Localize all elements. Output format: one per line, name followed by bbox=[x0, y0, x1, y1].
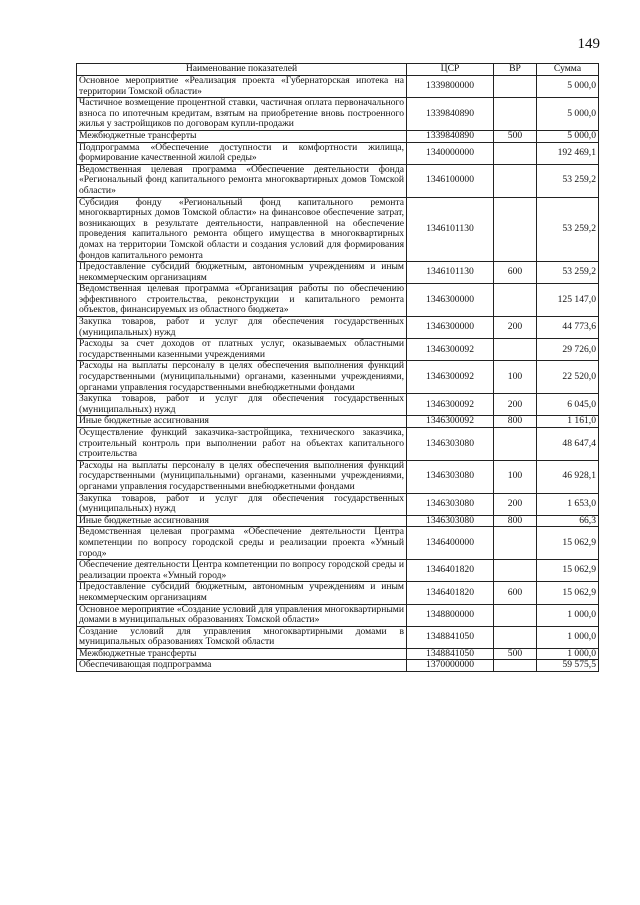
header-sum: Сумма bbox=[537, 64, 599, 76]
table-row bbox=[77, 76, 599, 98]
row-vr-cell: 200 bbox=[494, 317, 537, 339]
row-name-cell: Основное мероприятие «Создание условий для управления многоквартирными домами в муниципальных образованиях Томской области» bbox=[77, 604, 407, 626]
row-vr-cell: 500 bbox=[494, 648, 537, 660]
budget-table bbox=[76, 63, 599, 672]
row-vr-cell bbox=[494, 527, 537, 560]
row-vr-cell bbox=[494, 428, 537, 461]
row-vr-cell bbox=[494, 76, 537, 98]
row-name-cell: Расходы на выплаты персоналу в целях обеспечения выполнения функций государственными (муниципальными) органами, казенными учреждениями, органами управления государственными внебюджетными фондами bbox=[77, 460, 407, 493]
row-vr-cell: 800 bbox=[494, 416, 537, 428]
row-name-cell: Создание условий для управления многоквартирными домами в муниципальных образованиях Томской области bbox=[77, 626, 407, 648]
row-name-cell: Расходы за счет доходов от платных услуг, оказываемых областными государственными казенными учреждениями bbox=[77, 339, 407, 361]
page-number: 149 bbox=[577, 36, 600, 52]
row-vr-cell: 100 bbox=[494, 361, 537, 394]
row-csr-cell: 1339840890 bbox=[407, 130, 494, 142]
row-csr-cell: 1348841050 bbox=[407, 648, 494, 660]
row-csr-cell: 1339840890 bbox=[407, 98, 494, 131]
row-vr-cell bbox=[494, 339, 537, 361]
row-csr-cell: 1348800000 bbox=[407, 604, 494, 626]
table-row bbox=[77, 582, 599, 604]
row-sum-cell: 1 161,0 bbox=[537, 416, 599, 428]
row-vr-cell bbox=[494, 660, 537, 672]
row-name-cell: Иные бюджетные ассигнования bbox=[77, 515, 407, 527]
row-csr-cell: 1346303080 bbox=[407, 515, 494, 527]
row-csr-cell: 1348841050 bbox=[407, 626, 494, 648]
row-sum-cell: 1 000,0 bbox=[537, 648, 599, 660]
row-sum-cell: 66,3 bbox=[537, 515, 599, 527]
table-row bbox=[77, 142, 599, 164]
table-row bbox=[77, 604, 599, 626]
row-name-cell: Предоставление субсидий бюджетным, автономным учреждениям и иным некоммерческим организациям bbox=[77, 582, 407, 604]
row-sum-cell: 53 259,2 bbox=[537, 197, 599, 262]
row-vr-cell bbox=[494, 142, 537, 164]
table-row bbox=[77, 361, 599, 394]
row-csr-cell: 1346400000 bbox=[407, 527, 494, 560]
table-row bbox=[77, 527, 599, 560]
table-row bbox=[77, 660, 599, 672]
row-sum-cell: 46 928,1 bbox=[537, 460, 599, 493]
row-name-cell: Предоставление субсидий бюджетным, автономным учреждениям и иным некоммерческим организациям bbox=[77, 262, 407, 284]
row-sum-cell: 29 726,0 bbox=[537, 339, 599, 361]
row-vr-cell: 800 bbox=[494, 515, 537, 527]
row-vr-cell bbox=[494, 284, 537, 317]
row-csr-cell: 1346300000 bbox=[407, 284, 494, 317]
row-csr-cell: 1346300092 bbox=[407, 339, 494, 361]
row-sum-cell: 15 062,9 bbox=[537, 582, 599, 604]
row-vr-cell: 600 bbox=[494, 582, 537, 604]
header-vr: ВР bbox=[494, 64, 537, 76]
row-sum-cell: 5 000,0 bbox=[537, 76, 599, 98]
row-name-cell: Обеспечивающая подпрограмма bbox=[77, 660, 407, 672]
row-csr-cell: 1346101130 bbox=[407, 262, 494, 284]
row-name-cell: Обеспечение деятельности Центра компетенции по вопросу городской среды и реализации проекта «Умный город» bbox=[77, 560, 407, 582]
row-sum-cell: 1 000,0 bbox=[537, 604, 599, 626]
row-sum-cell: 15 062,9 bbox=[537, 527, 599, 560]
table-row bbox=[77, 197, 599, 262]
table-row bbox=[77, 339, 599, 361]
row-name-cell: Закупка товаров, работ и услуг для обеспечения государственных (муниципальных) нужд bbox=[77, 493, 407, 515]
row-sum-cell: 59 575,5 bbox=[537, 660, 599, 672]
table-row bbox=[77, 317, 599, 339]
table-row bbox=[77, 648, 599, 660]
row-sum-cell: 22 520,0 bbox=[537, 361, 599, 394]
row-csr-cell: 1346303080 bbox=[407, 460, 494, 493]
row-csr-cell: 1346401820 bbox=[407, 560, 494, 582]
row-vr-cell bbox=[494, 98, 537, 131]
row-name-cell: Субсидия фонду «Региональный фонд капитального ремонта многоквартирных домов Томской области» на финансовое обеспечение затрат, возникающих в результате деятельности, направленной на обеспечение проведения капитального ремонта общего имущества в многоквартирных домах на территории Томской области и создания условий для формирования фондов капитального ремонта bbox=[77, 197, 407, 262]
table-header-row bbox=[77, 64, 599, 76]
row-name-cell: Межбюджетные трансферты bbox=[77, 130, 407, 142]
row-sum-cell: 5 000,0 bbox=[537, 130, 599, 142]
row-vr-cell: 500 bbox=[494, 130, 537, 142]
row-csr-cell: 1346303080 bbox=[407, 493, 494, 515]
row-csr-cell: 1339800000 bbox=[407, 76, 494, 98]
row-csr-cell: 1346303080 bbox=[407, 428, 494, 461]
table-row bbox=[77, 394, 599, 416]
row-sum-cell: 192 469,1 bbox=[537, 142, 599, 164]
row-vr-cell: 100 bbox=[494, 460, 537, 493]
row-sum-cell: 53 259,2 bbox=[537, 262, 599, 284]
row-vr-cell: 600 bbox=[494, 262, 537, 284]
table-row bbox=[77, 560, 599, 582]
row-sum-cell: 125 147,0 bbox=[537, 284, 599, 317]
row-vr-cell bbox=[494, 560, 537, 582]
row-name-cell: Ведомственная целевая программа «Организация работы по обеспечению эффективного строительства, реконструкции и капитального ремонта объектов, финансируемых из областного бюджета» bbox=[77, 284, 407, 317]
row-sum-cell: 5 000,0 bbox=[537, 98, 599, 131]
row-name-cell: Закупка товаров, работ и услуг для обеспечения государственных (муниципальных) нужд bbox=[77, 317, 407, 339]
row-sum-cell: 53 259,2 bbox=[537, 164, 599, 197]
row-name-cell: Ведомственная целевая программа «Обеспечение деятельности Центра компетенции по вопросу городской среды и реализации проекта «Умный город» bbox=[77, 527, 407, 560]
row-name-cell: Основное мероприятие «Реализация проекта «Губернаторская ипотека на территории Томской области» bbox=[77, 76, 407, 98]
row-name-cell: Расходы на выплаты персоналу в целях обеспечения выполнения функций государственными (муниципальными) органами, казенными учреждениями, органами управления государственными внебюджетными фондами bbox=[77, 361, 407, 394]
row-csr-cell: 1340000000 bbox=[407, 142, 494, 164]
row-name-cell: Частичное возмещение процентной ставки, частичная оплата первоначального взноса по ипотечным кредитам, взятым на приобретение вновь построенного жилья у застройщиков по договорам купли-продажи bbox=[77, 98, 407, 131]
table-row bbox=[77, 262, 599, 284]
row-sum-cell: 1 000,0 bbox=[537, 626, 599, 648]
table-row bbox=[77, 515, 599, 527]
header-csr: ЦСР bbox=[407, 64, 494, 76]
table-row bbox=[77, 130, 599, 142]
row-name-cell: Иные бюджетные ассигнования bbox=[77, 416, 407, 428]
row-vr-cell: 200 bbox=[494, 394, 537, 416]
row-vr-cell bbox=[494, 626, 537, 648]
row-vr-cell bbox=[494, 164, 537, 197]
row-csr-cell: 1346300000 bbox=[407, 317, 494, 339]
table-row bbox=[77, 98, 599, 131]
row-sum-cell: 6 045,0 bbox=[537, 394, 599, 416]
table-row bbox=[77, 416, 599, 428]
row-sum-cell: 1 653,0 bbox=[537, 493, 599, 515]
row-csr-cell: 1346300092 bbox=[407, 416, 494, 428]
row-csr-cell: 1370000000 bbox=[407, 660, 494, 672]
row-sum-cell: 44 773,6 bbox=[537, 317, 599, 339]
row-vr-cell bbox=[494, 604, 537, 626]
table-row bbox=[77, 284, 599, 317]
row-name-cell: Закупка товаров, работ и услуг для обеспечения государственных (муниципальных) нужд bbox=[77, 394, 407, 416]
row-name-cell: Ведомственная целевая программа «Обеспечение деятельности фонда «Региональный фонд капитального ремонта многоквартирных домов Томской области» bbox=[77, 164, 407, 197]
row-name-cell: Подпрограмма «Обеспечение доступности и комфортности жилища, формирование качественной жилой среды» bbox=[77, 142, 407, 164]
table-row bbox=[77, 164, 599, 197]
row-csr-cell: 1346401820 bbox=[407, 582, 494, 604]
table-row bbox=[77, 493, 599, 515]
row-sum-cell: 15 062,9 bbox=[537, 560, 599, 582]
row-csr-cell: 1346100000 bbox=[407, 164, 494, 197]
table-row bbox=[77, 626, 599, 648]
row-sum-cell: 48 647,4 bbox=[537, 428, 599, 461]
table-row bbox=[77, 460, 599, 493]
table-row bbox=[77, 428, 599, 461]
row-vr-cell: 200 bbox=[494, 493, 537, 515]
row-vr-cell bbox=[494, 197, 537, 262]
header-name: Наименование показателей bbox=[77, 64, 407, 76]
row-name-cell: Межбюджетные трансферты bbox=[77, 648, 407, 660]
row-name-cell: Осуществление функций заказчика-застройщика, технического заказчика, строительный контроль при выполнении работ на объектах капитального строительства bbox=[77, 428, 407, 461]
row-csr-cell: 1346300092 bbox=[407, 394, 494, 416]
row-csr-cell: 1346300092 bbox=[407, 361, 494, 394]
row-csr-cell: 1346101130 bbox=[407, 197, 494, 262]
